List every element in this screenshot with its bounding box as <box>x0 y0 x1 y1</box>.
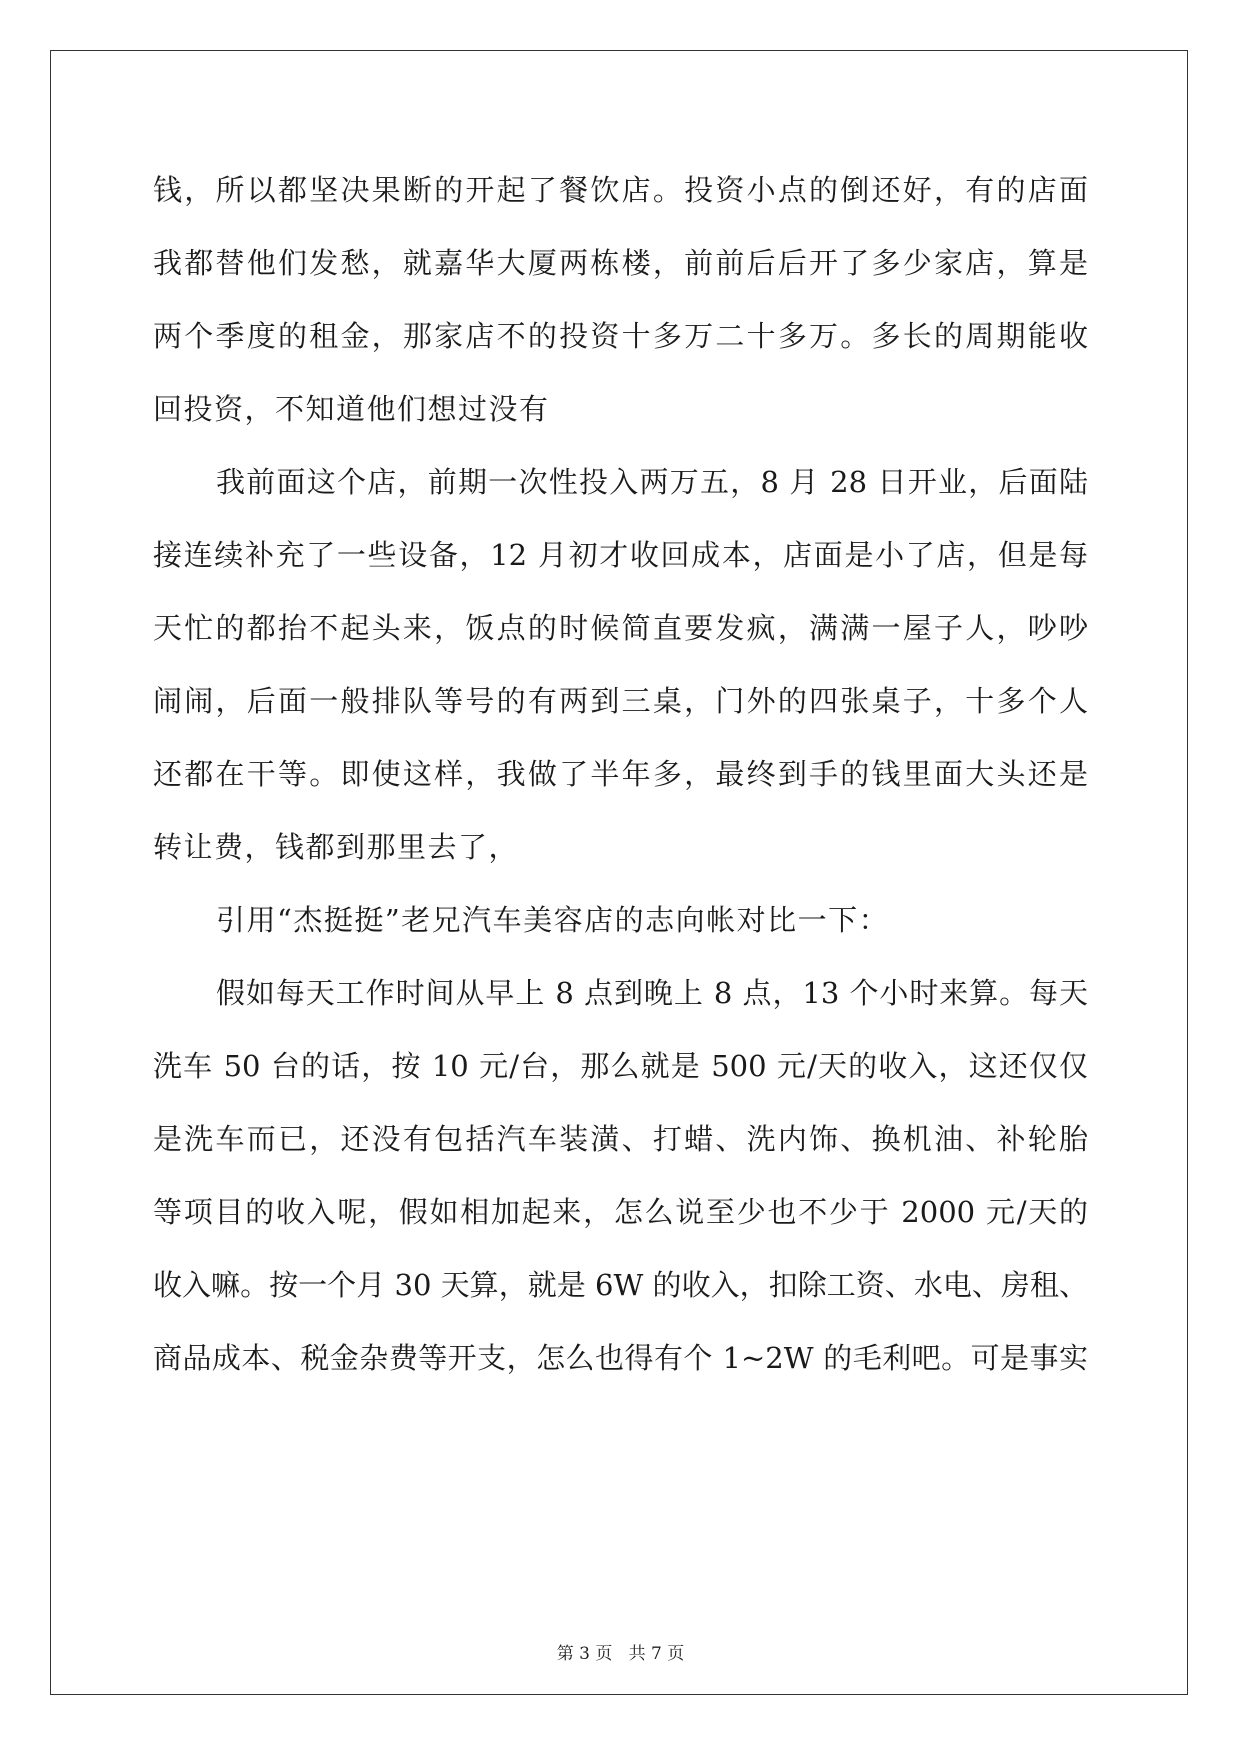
text-line: 还都在干等。即使这样，我做了半年多，最终到手的钱里面大头还是 <box>153 757 1088 791</box>
text-line: 天忙的都抬不起头来，饭点的时候简直要发疯，满满一屋子人，吵吵 <box>153 611 1088 645</box>
text-line: 我都替他们发愁，就嘉华大厦两栋楼，前前后后开了多少家店，算是 <box>153 246 1088 280</box>
text-line: 转让费，钱都到那里去了， <box>153 830 520 864</box>
text-line: 回投资，不知道他们想过没有 <box>153 392 550 426</box>
text-line: 我前面这个店，前期一次性投入两万五，8 月 28 日开业，后面陆 <box>216 465 1088 499</box>
text-line: 假如每天工作时间从早上 8 点到晚上 8 点，13 个小时来算。每天 <box>216 976 1088 1010</box>
page-border <box>50 50 1188 1695</box>
text-line: 引用“杰挺挺”老兄汽车美容店的志向帐对比一下： <box>216 903 890 937</box>
text-line: 闹闹，后面一般排队等号的有两到三桌，门外的四张桌子，十多个人 <box>153 684 1088 718</box>
text-line: 商品成本、税金杂费等开支，怎么也得有个 1~2W 的毛利吧。可是事实 <box>153 1341 1088 1375</box>
text-line: 收入嘛。按一个月 30 天算，就是 6W 的收入，扣除工资、水电、房租、 <box>153 1268 1088 1302</box>
page-number: 第 3 页 共 7 页 <box>556 1644 685 1664</box>
text-line: 洗车 50 台的话，按 10 元/台，那么就是 500 元/天的收入，这还仅仅 <box>153 1049 1088 1083</box>
text-line: 是洗车而已，还没有包括汽车装潢、打蜡、洗内饰、换机油、补轮胎 <box>153 1122 1088 1156</box>
text-line: 两个季度的租金，那家店不的投资十多万二十多万。多长的周期能收 <box>153 319 1088 353</box>
text-line: 钱，所以都坚决果断的开起了餐饮店。投资小点的倒还好，有的店面 <box>153 173 1088 207</box>
text-line: 接连续补充了一些设备，12 月初才收回成本，店面是小了店，但是每 <box>153 538 1088 572</box>
text-line: 等项目的收入呢，假如相加起来，怎么说至少也不少于 2000 元/天的 <box>153 1195 1088 1229</box>
